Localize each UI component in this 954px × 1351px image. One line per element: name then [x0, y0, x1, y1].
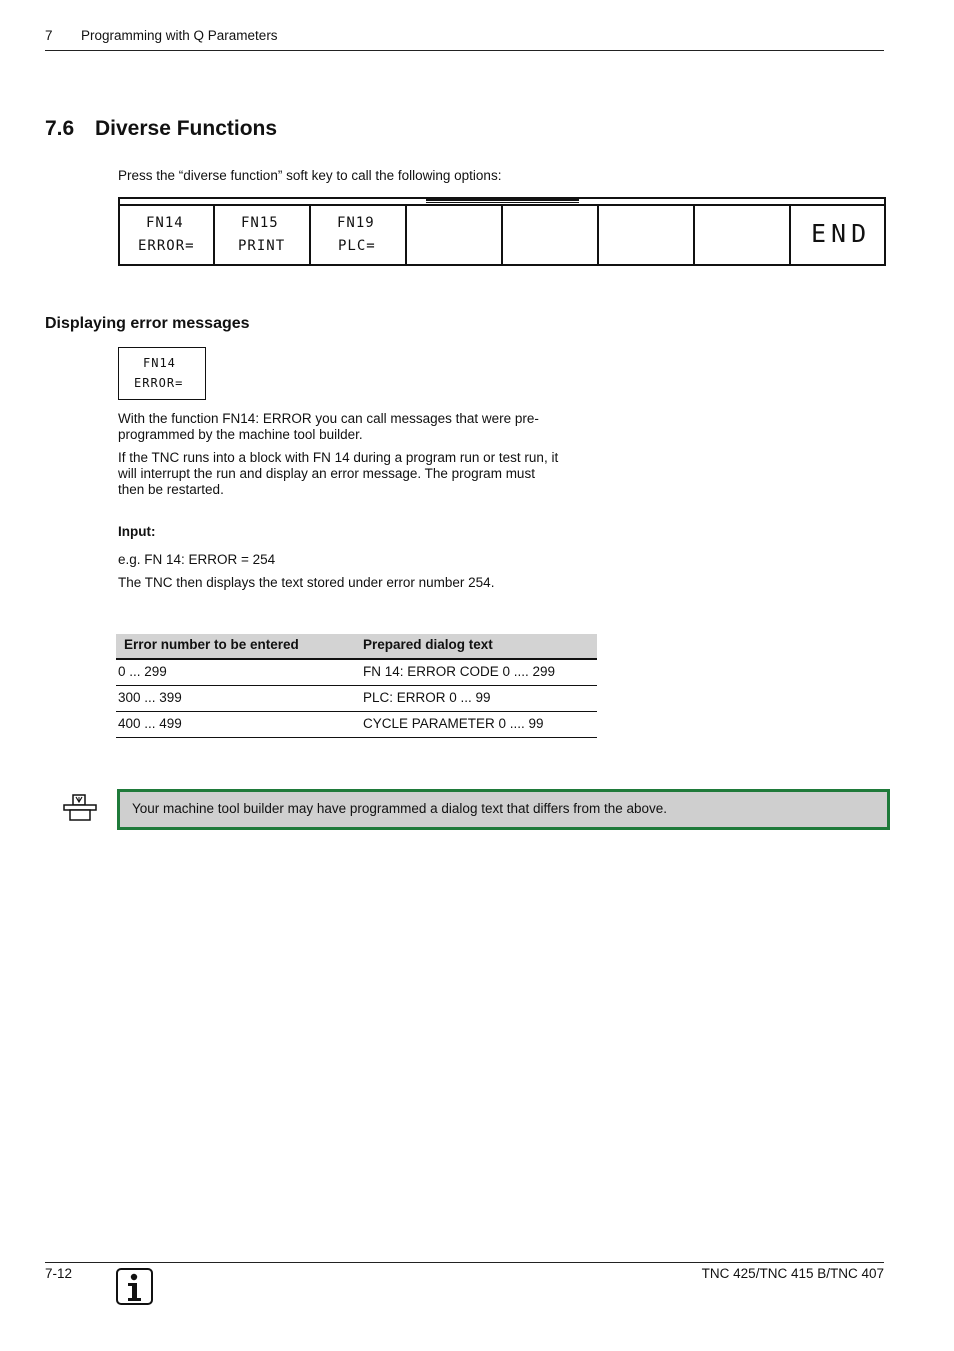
softkey-label-line1: FN14 [146, 215, 184, 231]
table-cell: 300 ... 399 [118, 690, 182, 705]
table-header-cell: Prepared dialog text [363, 637, 493, 652]
table-row [116, 686, 597, 712]
chapter-number: 7 [45, 28, 53, 43]
header-rule [45, 50, 884, 51]
example-result: The TNC then displays the text stored under error number 254. [118, 575, 495, 590]
table-header-cell: Error number to be entered [124, 637, 299, 652]
example-text: e.g. FN 14: ERROR = 254 [118, 552, 276, 567]
table-header [116, 634, 597, 660]
table-cell: 0 ... 299 [118, 664, 167, 679]
product-name: TNC 425/TNC 415 B/TNC 407 [701, 1266, 884, 1281]
softkey-end-label: END [811, 219, 872, 248]
table-cell: CYCLE PARAMETER 0 .... 99 [363, 716, 544, 731]
machine-tool-icon [63, 794, 97, 822]
softkey-label-line1: FN14 [143, 356, 176, 370]
softkey-label-line2: PLC= [338, 238, 376, 254]
softkey-label-line1: FN15 [241, 215, 279, 231]
paragraph-2 [118, 450, 558, 498]
note-text: Your machine tool builder may have programmed a dialog text that differs from the above. [132, 801, 668, 816]
paragraph-line: With the function FN14: ERROR you can call messages that were pre- [118, 411, 539, 426]
info-icon [116, 1268, 154, 1306]
paragraph-line: programmed by the machine tool builder. [118, 427, 363, 442]
table-cell: PLC: ERROR 0 ... 99 [363, 690, 491, 705]
softkey-label-line1: FN19 [337, 215, 375, 231]
softkey-label-line2: ERROR= [138, 238, 195, 254]
paragraph-line: If the TNC runs into a block with FN 14 during a program run or test run, it [118, 450, 559, 465]
softkey-fn14-small [118, 347, 206, 400]
softkey-fn14[interactable] [120, 206, 214, 264]
table-row [116, 660, 597, 686]
paragraph-1 [118, 411, 539, 443]
section-title: Diverse Functions [95, 117, 278, 140]
page-number: 7-12 [45, 1266, 73, 1281]
softkey-fn15[interactable] [215, 206, 309, 264]
paragraph-line: will interrupt the run and display an error message. The program must [118, 466, 535, 481]
chapter-title: Programming with Q Parameters [81, 28, 278, 43]
paragraph-line: then be restarted. [118, 482, 224, 497]
table-cell: FN 14: ERROR CODE 0 .... 299 [363, 664, 556, 679]
subsection-title: Displaying error messages [45, 315, 250, 332]
section-number: 7.6 [45, 117, 75, 140]
softkey-empty[interactable] [407, 206, 501, 264]
softkey-empty[interactable] [503, 206, 597, 264]
section-intro: Press the “diverse function” soft key to call the following options: [118, 168, 502, 183]
error-table [116, 634, 597, 738]
softkey-empty[interactable] [599, 206, 693, 264]
softkey-label-line2: PRINT [238, 238, 286, 254]
softkey-label-line2: ERROR= [134, 376, 184, 390]
softkey-empty[interactable] [695, 206, 789, 264]
input-label: Input: [118, 524, 156, 539]
table-cell: 400 ... 499 [118, 716, 182, 731]
softkey-end[interactable] [791, 206, 885, 264]
note-box [117, 789, 890, 830]
footer-rule [45, 1262, 884, 1263]
softkey-fn19[interactable] [311, 206, 405, 264]
table-row [116, 712, 597, 738]
softkey-bar-tab [426, 199, 579, 203]
